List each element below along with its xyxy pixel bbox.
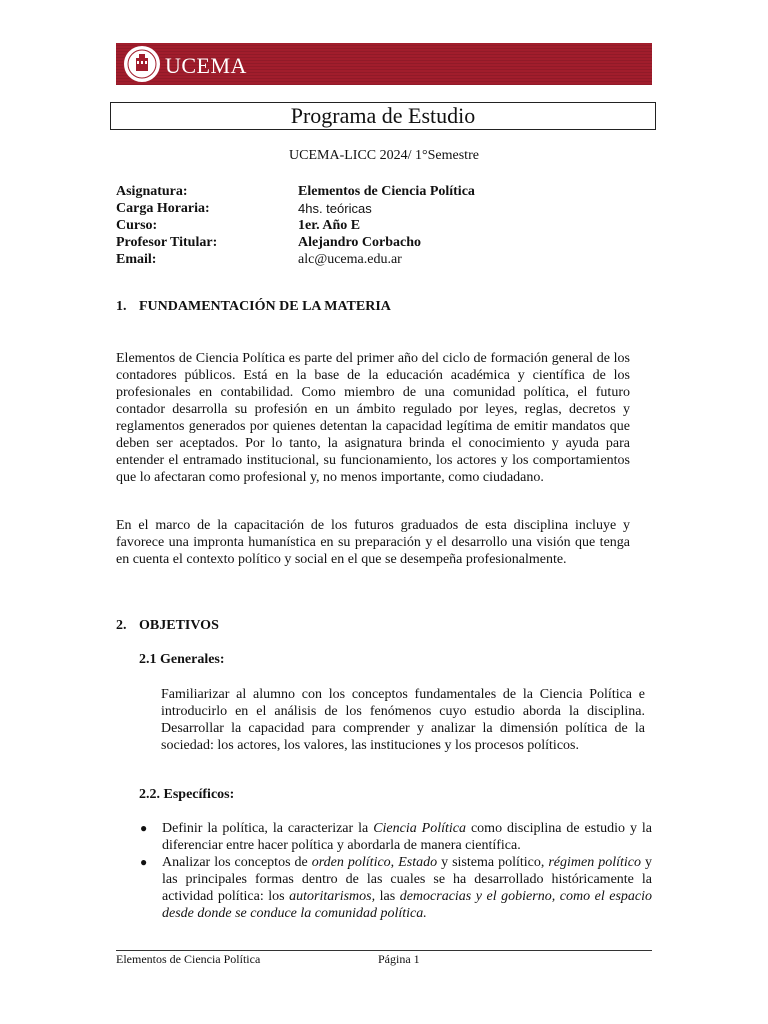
list-item xyxy=(138,854,652,922)
fundamentacion-paragraph-1: Elementos de Ciencia Política es parte del primer año del ciclo de formación general de los contadores públicos. Está en la base de la educación académica y científica de los profesionales en contabilidad. Como miembro de una comunidad política, el futuro contador desarrolla su profesión en un ámbito regulado por leyes, reglas, decretos y reglamentos generados por quienes detentan la capacidad legítima de emitir mandatos que deben ser aceptados. Por lo tanto, la asignatura brinda el conocimiento y ayuda para entender el entramado institucional, su funcionamiento, los actores y los comportamientos que lo afectaran como profesional y, no menos importante, como ciudadano. xyxy=(116,351,630,485)
bullet-text: , xyxy=(390,855,399,870)
email-link[interactable]: alc@ucema.edu.ar xyxy=(298,252,402,267)
info-row-profesor xyxy=(116,234,656,251)
generales-paragraph: Familiarizar al alumno con los conceptos fundamentales de la Ciencia Política e introducirlo en el análisis de los fenómenos cuyo estudio aborda la disciplina. Desarrollar la capacidad para comprender y analizar la dimensión política de la sociedad: los actores, los valores, las instituciones y los procesos políticos. xyxy=(161,687,645,753)
bullet-text: como disciplina de estudio y la diferenciar entre hacer política y abordarla de manera científica. xyxy=(162,821,653,853)
bullet-text: las xyxy=(375,889,400,904)
footer-page-number: Página 1 xyxy=(378,952,420,966)
subheading-generales: 2.1 Generales: xyxy=(139,652,225,667)
info-row-email xyxy=(116,251,656,268)
bullet-text: Analizar los conceptos de xyxy=(162,855,312,870)
section-title: FUNDAMENTACIÓN DE LA MATERIA xyxy=(139,299,391,314)
course-info xyxy=(116,183,656,268)
info-label: Profesor Titular: xyxy=(116,235,218,250)
list-item xyxy=(138,820,652,854)
section-title: OBJETIVOS xyxy=(139,618,219,633)
bullet-emphasis: Ciencia Política xyxy=(373,821,467,836)
info-row-carga-horaria xyxy=(116,200,656,217)
section-heading-objetivos xyxy=(116,618,219,634)
page-title: Programa de Estudio xyxy=(110,102,656,130)
section-number: 1. xyxy=(116,299,127,314)
info-value: Elementos de Ciencia Política xyxy=(298,184,475,199)
footer-divider xyxy=(116,950,652,951)
bullet-emphasis: democracias y el gobierno, como el espacio desde donde se conduce la comunidad política. xyxy=(162,889,652,921)
bullet-emphasis: régimen político xyxy=(548,855,642,870)
logo-text: UCEMA xyxy=(165,53,247,78)
bullet-emphasis: autoritarismos, xyxy=(289,889,376,904)
footer-course-name: Elementos de Ciencia Política xyxy=(116,952,261,966)
info-value: 4hs. teóricas xyxy=(298,201,372,216)
info-label: Email: xyxy=(116,252,157,267)
info-label: Curso: xyxy=(116,218,158,233)
section-heading-fundamentacion xyxy=(116,299,391,315)
info-label: Asignatura: xyxy=(116,184,188,199)
bullet-emphasis: orden político xyxy=(311,855,391,870)
subheading-especificos: 2.2. Específicos: xyxy=(139,787,235,802)
bullet-text: y las principales formas dentro de las cuales se ha desarrollado históricamente la actividad política: los xyxy=(162,855,653,904)
bullet-icon: ● xyxy=(140,821,148,835)
info-row-curso xyxy=(116,217,656,234)
info-value: Alejandro Corbacho xyxy=(298,235,422,250)
bullet-text: y sistema político, xyxy=(437,855,549,870)
bullet-emphasis: Estado xyxy=(398,855,438,870)
info-value: 1er. Año E xyxy=(298,218,361,233)
fundamentacion-paragraph-2: En el marco de la capacitación de los futuros graduados de esta disciplina incluye y favorece una impronta humanística en su preparación y el desarrollo una visión que tenga en cuenta el contexto político y social en el que se desempeña profesionalmente. xyxy=(116,518,630,567)
info-row-asignatura xyxy=(116,183,656,200)
bullet-icon: ● xyxy=(140,855,148,869)
program-subtitle: UCEMA-LICC 2024/ 1°Semestre xyxy=(289,148,479,163)
especificos-list xyxy=(138,820,652,922)
bullet-text: Definir la política, la caracterizar la xyxy=(162,821,374,836)
university-seal-icon xyxy=(122,44,162,84)
info-label: Carga Horaria: xyxy=(116,201,210,216)
section-number: 2. xyxy=(116,618,127,633)
